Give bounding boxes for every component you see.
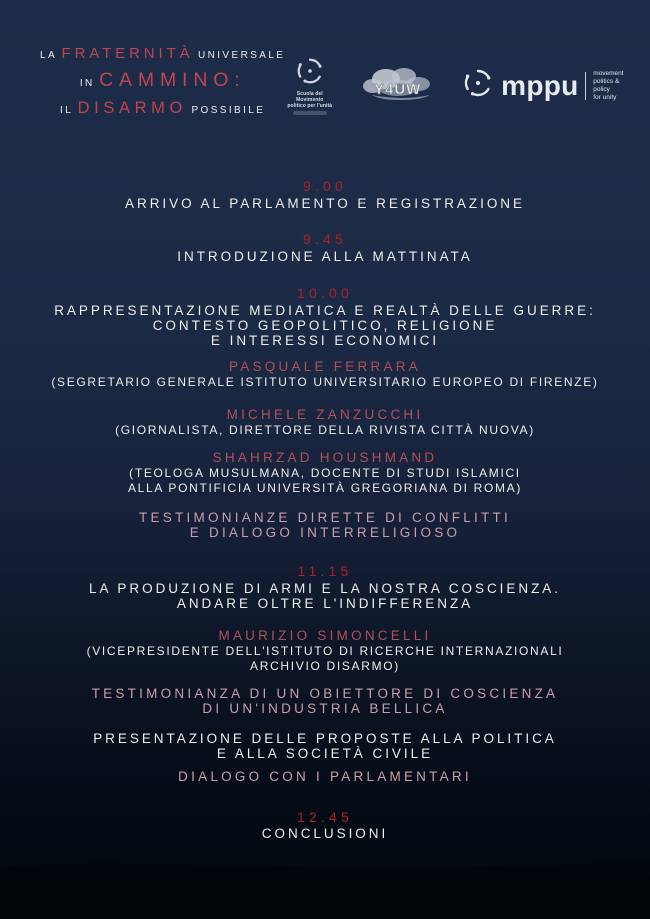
speaker-role: (SEGRETARIO GENERALE ISTITUTO UNIVERSITARIO EUROPEO DI FIRENZE) — [51, 374, 599, 389]
time-label: 11.15 — [297, 562, 353, 579]
title-word: IN — [79, 78, 95, 89]
session-title: INTRODUZIONE ALLA MATTINATA — [177, 248, 473, 264]
time-label: 9.45 — [302, 230, 348, 247]
time-label: 10.00 — [296, 284, 354, 301]
speaker-role: ALLA PONTIFICIA UNIVERSITÀ GREGORIANA DI ROMA) — [127, 480, 522, 495]
time-label: 12.45 — [296, 808, 354, 825]
session-title: PRESENTAZIONE DELLE PROPOSTE ALLA POLITICA — [93, 730, 557, 746]
mppu-wordmark: mppu — [501, 69, 579, 101]
activity-label: DI UN'INDUSTRIA BELLICA — [202, 700, 448, 716]
speaker-role: (TEOLOGA MUSULMANA, DOCENTE DI STUDI ISLAMICI — [129, 465, 521, 480]
title-word: IL — [60, 104, 74, 116]
activity-label: E DIALOGO INTERRELIGIOSO — [189, 524, 461, 540]
session-title: E INTERESSI ECONOMICI — [210, 332, 440, 348]
poster-title — [40, 46, 285, 117]
mppu-logo — [462, 67, 627, 104]
session-title: CONTESTO GEOPOLITICO, RELIGIONE — [152, 317, 498, 333]
title-word: LA — [40, 50, 58, 61]
speaker-name: PASQUALE FERRARA — [229, 358, 421, 374]
poster-header — [0, 0, 650, 117]
title-word: UNIVERSALE — [198, 50, 286, 61]
time-label: 9.00 — [302, 177, 348, 194]
title-word: POSSIBILE — [191, 104, 266, 116]
session-title: RAPPRESENTAZIONE MEDIATICA E REALTÀ DELLE GUERRE: — [54, 302, 596, 318]
speaker-role: (GIORNALISTA, DIRETTORE DELLA RIVISTA CITTÀ NUOVA) — [115, 422, 535, 437]
session-title: LA PRODUZIONE DI ARMI E LA NOSTRA COSCIENZA. — [88, 580, 561, 596]
title-word-accent: CAMMINO: — [99, 69, 246, 91]
mppu-tagline — [593, 70, 627, 102]
bottom-wave-decoration — [0, 849, 650, 919]
scuola-logo-text: Movimento — [296, 97, 324, 103]
svg-text:Y4UW: Y4UW — [374, 81, 422, 98]
session-title: CONCLUSIONI — [261, 825, 389, 841]
speaker-role: (VICEPRESIDENTE DELL'ISTITUTO DI RICERCHE INTERNAZIONALI — [86, 643, 564, 658]
partner-logos — [285, 56, 627, 115]
speaker-name: SHAHRZAD HOUSHMAND — [212, 449, 438, 465]
session-title: E ALLA SOCIETÀ CIVILE — [216, 745, 434, 761]
swirl-icon — [462, 67, 494, 104]
activity-label: TESTIMONIANZA DI UN OBIETTORE DI COSCIENZA — [91, 685, 559, 701]
speaker-role: ARCHIVIO DISARMO) — [250, 658, 400, 673]
speaker-name: MAURIZIO SIMONCELLI — [218, 627, 432, 643]
mppu-logo-divider — [585, 72, 586, 100]
y4uw-logo — [360, 62, 436, 109]
program-schedule — [0, 179, 650, 841]
scuola-logo-text: politico per l'unità — [287, 103, 333, 109]
title-word-accent: FRATERNITÀ — [61, 45, 194, 62]
swirl-icon — [295, 73, 325, 90]
scuola-logo-subtext-placeholder — [293, 111, 327, 115]
activity-label: DIALOGO CON I PARLAMENTARI — [178, 768, 472, 784]
title-line-3 — [40, 100, 285, 117]
mppu-tagline-line: movement — [593, 69, 624, 77]
session-title: ANDARE OLTRE L'INDIFFERENZA — [176, 595, 474, 611]
title-line-1 — [40, 46, 285, 62]
session-title: ARRIVO AL PARLAMENTO E REGISTRAZIONE — [125, 195, 525, 211]
speaker-name: MICHELE ZANZUCCHI — [226, 406, 424, 422]
mppu-tagline-line: for unity — [593, 93, 617, 101]
scuola-logo-text: Scuola del — [296, 91, 323, 97]
activity-label: TESTIMONIANZE DIRETTE DI CONFLITTI — [139, 509, 511, 525]
title-word-accent: DISARMO — [77, 98, 187, 117]
scuola-mppu-logo — [285, 56, 334, 115]
mppu-tagline-line: politics & policy — [593, 77, 620, 93]
title-line-2 — [40, 71, 285, 91]
